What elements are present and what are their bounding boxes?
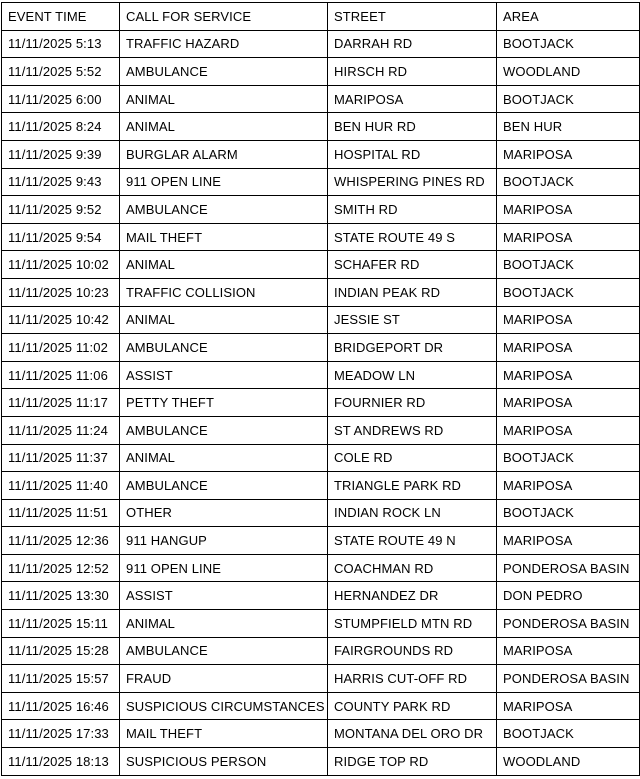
event-time-cell: 11/11/2025 15:28 — [2, 637, 120, 665]
event-time-cell: 11/11/2025 5:52 — [2, 58, 120, 86]
area-cell: BOOTJACK — [497, 278, 640, 306]
call-log-table — [1, 2, 640, 776]
table-row — [2, 527, 640, 555]
table-row — [2, 389, 640, 417]
street-cell: RIDGE TOP RD — [328, 748, 497, 776]
event-time-cell: 11/11/2025 11:17 — [2, 389, 120, 417]
event-time-cell: 11/11/2025 9:54 — [2, 223, 120, 251]
street-cell: MEADOW LN — [328, 361, 497, 389]
area-cell: PONDEROSA BASIN — [497, 665, 640, 693]
street-cell: COUNTY PARK RD — [328, 692, 497, 720]
street-cell: COACHMAN RD — [328, 554, 497, 582]
street-cell: JESSIE ST — [328, 306, 497, 334]
street-cell: SCHAFER RD — [328, 251, 497, 279]
area-cell: DON PEDRO — [497, 582, 640, 610]
event-time-cell: 11/11/2025 9:39 — [2, 140, 120, 168]
street-cell: ST ANDREWS RD — [328, 416, 497, 444]
call-for-service-cell: ANIMAL — [120, 85, 328, 113]
table-row — [2, 444, 640, 472]
street-cell: DARRAH RD — [328, 30, 497, 58]
header-call-for-service: CALL FOR SERVICE — [120, 3, 328, 31]
table-row — [2, 582, 640, 610]
street-cell: BEN HUR RD — [328, 113, 497, 141]
call-for-service-cell: ASSIST — [120, 361, 328, 389]
area-cell: MARIPOSA — [497, 389, 640, 417]
area-cell: MARIPOSA — [497, 361, 640, 389]
area-cell: BOOTJACK — [497, 168, 640, 196]
area-cell: BOOTJACK — [497, 85, 640, 113]
table-row — [2, 251, 640, 279]
call-for-service-cell: AMBULANCE — [120, 637, 328, 665]
table-row — [2, 554, 640, 582]
call-for-service-cell: TRAFFIC HAZARD — [120, 30, 328, 58]
table-row — [2, 720, 640, 748]
street-cell: BRIDGEPORT DR — [328, 334, 497, 362]
table-row — [2, 306, 640, 334]
event-time-cell: 11/11/2025 11:24 — [2, 416, 120, 444]
table-row — [2, 140, 640, 168]
call-for-service-cell: 911 OPEN LINE — [120, 168, 328, 196]
area-cell: BOOTJACK — [497, 30, 640, 58]
event-time-cell: 11/11/2025 17:33 — [2, 720, 120, 748]
call-for-service-cell: 911 HANGUP — [120, 527, 328, 555]
table-row — [2, 499, 640, 527]
area-cell: MARIPOSA — [497, 334, 640, 362]
table-row — [2, 334, 640, 362]
call-for-service-cell: FRAUD — [120, 665, 328, 693]
area-cell: BOOTJACK — [497, 251, 640, 279]
table-row — [2, 196, 640, 224]
area-cell: MARIPOSA — [497, 223, 640, 251]
call-for-service-cell: AMBULANCE — [120, 196, 328, 224]
header-area: AREA — [497, 3, 640, 31]
call-for-service-cell: ANIMAL — [120, 610, 328, 638]
table-row — [2, 113, 640, 141]
area-cell: BOOTJACK — [497, 720, 640, 748]
street-cell: INDIAN ROCK LN — [328, 499, 497, 527]
street-cell: STATE ROUTE 49 N — [328, 527, 497, 555]
area-cell: MARIPOSA — [497, 140, 640, 168]
area-cell: BEN HUR — [497, 113, 640, 141]
table-body — [2, 30, 640, 775]
street-cell: TRIANGLE PARK RD — [328, 472, 497, 500]
event-time-cell: 11/11/2025 10:23 — [2, 278, 120, 306]
call-for-service-cell: MAIL THEFT — [120, 720, 328, 748]
call-for-service-cell: AMBULANCE — [120, 416, 328, 444]
table-row — [2, 416, 640, 444]
event-time-cell: 11/11/2025 11:40 — [2, 472, 120, 500]
event-time-cell: 11/11/2025 5:13 — [2, 30, 120, 58]
header-street: STREET — [328, 3, 497, 31]
call-for-service-cell: ANIMAL — [120, 113, 328, 141]
street-cell: INDIAN PEAK RD — [328, 278, 497, 306]
call-for-service-cell: ANIMAL — [120, 444, 328, 472]
area-cell: WOODLAND — [497, 58, 640, 86]
street-cell: FAIRGROUNDS RD — [328, 637, 497, 665]
street-cell: HARRIS CUT-OFF RD — [328, 665, 497, 693]
call-for-service-cell: PETTY THEFT — [120, 389, 328, 417]
call-for-service-cell: 911 OPEN LINE — [120, 554, 328, 582]
table-row — [2, 610, 640, 638]
event-time-cell: 11/11/2025 12:52 — [2, 554, 120, 582]
event-time-cell: 11/11/2025 12:36 — [2, 527, 120, 555]
call-for-service-cell: BURGLAR ALARM — [120, 140, 328, 168]
table-row — [2, 278, 640, 306]
event-time-cell: 11/11/2025 9:52 — [2, 196, 120, 224]
street-cell: HOSPITAL RD — [328, 140, 497, 168]
table-row — [2, 637, 640, 665]
area-cell: MARIPOSA — [497, 692, 640, 720]
event-time-cell: 11/11/2025 15:57 — [2, 665, 120, 693]
street-cell: FOURNIER RD — [328, 389, 497, 417]
event-time-cell: 11/11/2025 11:02 — [2, 334, 120, 362]
area-cell: BOOTJACK — [497, 444, 640, 472]
event-time-cell: 11/11/2025 15:11 — [2, 610, 120, 638]
table-row — [2, 748, 640, 776]
event-time-cell: 11/11/2025 11:06 — [2, 361, 120, 389]
call-for-service-cell: AMBULANCE — [120, 58, 328, 86]
event-time-cell: 11/11/2025 10:42 — [2, 306, 120, 334]
street-cell: STUMPFIELD MTN RD — [328, 610, 497, 638]
table-row — [2, 361, 640, 389]
area-cell: MARIPOSA — [497, 416, 640, 444]
call-for-service-cell: TRAFFIC COLLISION — [120, 278, 328, 306]
call-for-service-cell: ANIMAL — [120, 251, 328, 279]
call-for-service-cell: ASSIST — [120, 582, 328, 610]
table-header — [2, 3, 640, 31]
table-row — [2, 665, 640, 693]
table-row — [2, 692, 640, 720]
street-cell: HERNANDEZ DR — [328, 582, 497, 610]
call-for-service-cell: AMBULANCE — [120, 472, 328, 500]
street-cell: COLE RD — [328, 444, 497, 472]
call-for-service-cell: OTHER — [120, 499, 328, 527]
street-cell: MARIPOSA — [328, 85, 497, 113]
area-cell: PONDEROSA BASIN — [497, 554, 640, 582]
table-row — [2, 30, 640, 58]
table-row — [2, 223, 640, 251]
header-event-time: EVENT TIME — [2, 3, 120, 31]
street-cell: STATE ROUTE 49 S — [328, 223, 497, 251]
area-cell: MARIPOSA — [497, 196, 640, 224]
table-row — [2, 58, 640, 86]
call-for-service-cell: MAIL THEFT — [120, 223, 328, 251]
street-cell: HIRSCH RD — [328, 58, 497, 86]
event-time-cell: 11/11/2025 13:30 — [2, 582, 120, 610]
area-cell: MARIPOSA — [497, 527, 640, 555]
event-time-cell: 11/11/2025 11:51 — [2, 499, 120, 527]
table-row — [2, 472, 640, 500]
area-cell: MARIPOSA — [497, 472, 640, 500]
event-time-cell: 11/11/2025 11:37 — [2, 444, 120, 472]
header-row — [2, 3, 640, 31]
area-cell: WOODLAND — [497, 748, 640, 776]
event-time-cell: 11/11/2025 9:43 — [2, 168, 120, 196]
event-time-cell: 11/11/2025 6:00 — [2, 85, 120, 113]
call-for-service-cell: ANIMAL — [120, 306, 328, 334]
event-time-cell: 11/11/2025 10:02 — [2, 251, 120, 279]
street-cell: SMITH RD — [328, 196, 497, 224]
call-for-service-cell: AMBULANCE — [120, 334, 328, 362]
event-time-cell: 11/11/2025 18:13 — [2, 748, 120, 776]
table-row — [2, 85, 640, 113]
area-cell: MARIPOSA — [497, 637, 640, 665]
event-time-cell: 11/11/2025 8:24 — [2, 113, 120, 141]
street-cell: MONTANA DEL ORO DR — [328, 720, 497, 748]
area-cell: PONDEROSA BASIN — [497, 610, 640, 638]
event-time-cell: 11/11/2025 16:46 — [2, 692, 120, 720]
call-for-service-cell: SUSPICIOUS PERSON — [120, 748, 328, 776]
area-cell: BOOTJACK — [497, 499, 640, 527]
table-row — [2, 168, 640, 196]
area-cell: MARIPOSA — [497, 306, 640, 334]
call-for-service-cell: SUSPICIOUS CIRCUMSTANCES — [120, 692, 328, 720]
street-cell: WHISPERING PINES RD — [328, 168, 497, 196]
